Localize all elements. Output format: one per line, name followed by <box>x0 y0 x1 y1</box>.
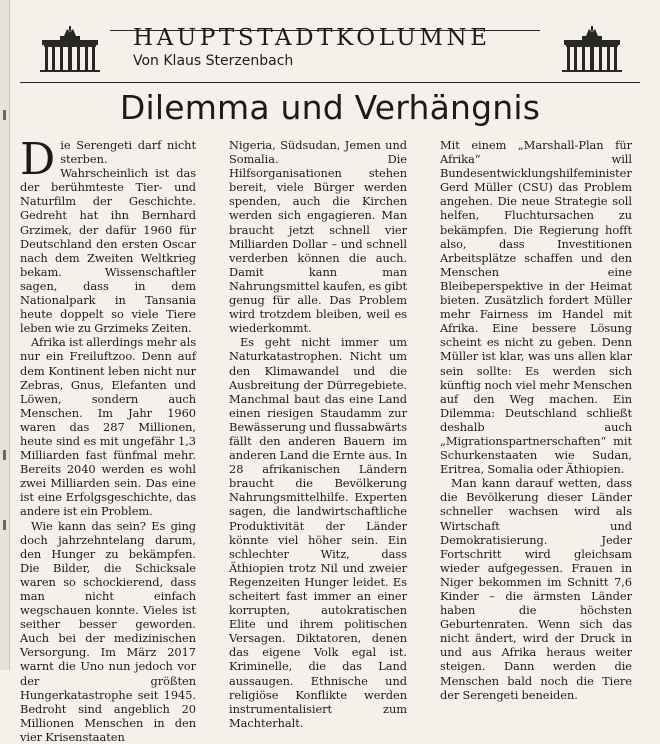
paragraph: Nigeria, Südsudan, Jemen und Somalia. Die Hilfsorganisationen stehen bereit, viele Bürger werden spenden, auch die Kirchen werden sich engagieren. Man braucht jetzt schnell vier Milliarden Dollar – und schnell verderben können die auch. Damit kann man Nahrungsmittel kaufen, es gibt genug für alle. Das Problem wird trotzdem bleiben, weil es wiederkommt. <box>229 138 407 336</box>
paragraph: Mit einem „Marshall-Plan für Afrika“ will Bundesentwicklungshilfeminister Gerd Müller (CSU) das Problem angehen. Die neue Strategie soll helfen, Fluchtursachen zu bekämpfen. Die Regierung hofft also, dass Investitionen Arbeitsplätze schaffen und den Menschen eine Bleibeperspektive in der Heimat bieten. Zusätzlich fordert Müller mehr Fairness im Handel mit Afrika. Eine bessere Lösung scheint es nicht zu geben. Denn Müller ist klar, was uns allen klar sein sollte: Es werden sich künftig noch viel mehr Menschen auf den Weg machen. Ein Dilemma: Deutschland schließt deshalb auch „Migrationspartnerschaften“ mit Schurkenstaaten wie Sudan, Eritrea, Somalia oder Äthiopien. <box>440 138 632 477</box>
header-rule-bottom <box>20 82 640 83</box>
column-title: HAUPTSTADTKOLUMNE <box>133 25 491 51</box>
paragraph: Wie kann das sein? Es ging doch jahrzehntelang darum, den Hunger zu bekämpfen. Die Bilder, die Schicksale waren so schockierend, dass man nicht einfach wegschauen konnte. Vieles ist seither besser geworden. Auch bei der medizinischen Versorgung. Im März 2017 warnt die Uno nun jedoch vor der größten Hungerkatastrophe seit 1945. Bedroht sind angeblich 20 Millionen Menschen in den vier Krisenstaaten <box>20 518 196 744</box>
article-column-3 <box>440 138 632 702</box>
brandenburg-gate-icon <box>40 26 100 74</box>
article-column-2 <box>229 138 407 730</box>
brandenburg-gate-icon <box>562 26 622 74</box>
article-column-1 <box>20 134 196 744</box>
drop-cap: D <box>20 134 56 185</box>
paragraph: Afrika ist allerdings mehr als nur ein Freiluftzoo. Denn auf dem Kontinent leben nicht nur Zebras, Gnus, Elefanten und Löwen, sondern auch Menschen. Im Jahr 1960 waren das 287 Millionen, heute sind es mit ungefähr 1,3 Milliarden fast fünfmal mehr. Bereits 2040 werden es wohl zwei Milliarden sein. Das eine ist eine Erfolgsgeschichte, das andere ist ein Problem. <box>20 335 196 519</box>
byline: Von Klaus Sterzenbach <box>133 53 294 69</box>
headline: Dilemma und Verhängnis <box>119 88 541 127</box>
paragraph-text: ie Serengeti darf nicht sterben. Wahrscheinlich ist das der berühmteste Tier- und Naturfilm der Geschichte. Gedreht hat ihn Bernhard Grzimek, der dafür 1960 für Deutschland den ersten Oscar nach dem Zweiten Weltkrieg bekam. Wissenschaftler sagen, dass in dem Nationalpark in Tansania heute doppelt so viele Tiere leben wie zu Grzimeks Zeiten. <box>20 138 196 336</box>
paragraph: Man kann darauf wetten, dass die Bevölkerung dieser Länder schneller wachsen wird als Wirtschaft und Demokratisierung. Jeder Fortschritt wird gleichsam wieder aufgegessen. Frauen in Niger bekommen im Schnitt 7,6 Kinder – die ärmsten Länder haben die höchsten Geburtenraten. Wenn sich das nicht ändert, wird der Druck in und aus Afrika heraus weiter steigen. Dann werden die Menschen bald noch die Tiere der Serengeti beneiden. <box>440 476 632 702</box>
paragraph: Es geht nicht immer um Naturkatastrophen. Nicht um den Klimawandel und die Ausbreitung der Dürregebiete. Manchmal baut das eine Land einen riesigen Staudamm zur Bewässerung und flussabwärts fällt den anderen Bauern im anderen Land die Ernte aus. In 28 afrikanischen Ländern braucht die Bevölkerung Nahrungsmittelhilfe. Experten sagen, die landwirtschaftliche Produktivität der Länder könnte viel höher sein. Ein schlechter Witz, dass Äthiopien trotz Nil und zweier Regenzeiten Hunger leidet. Es scheitert fast immer an einer korrupten, autokratischen Elite und ihrem politischen Versagen. Diktatoren, denen das eigene Volk egal ist. Kriminelle, die das Land aussaugen. Ethnische und religiöse Konflikte werden instrumentalisiert zum Machterhalt. <box>229 335 407 730</box>
paragraph <box>20 134 196 336</box>
